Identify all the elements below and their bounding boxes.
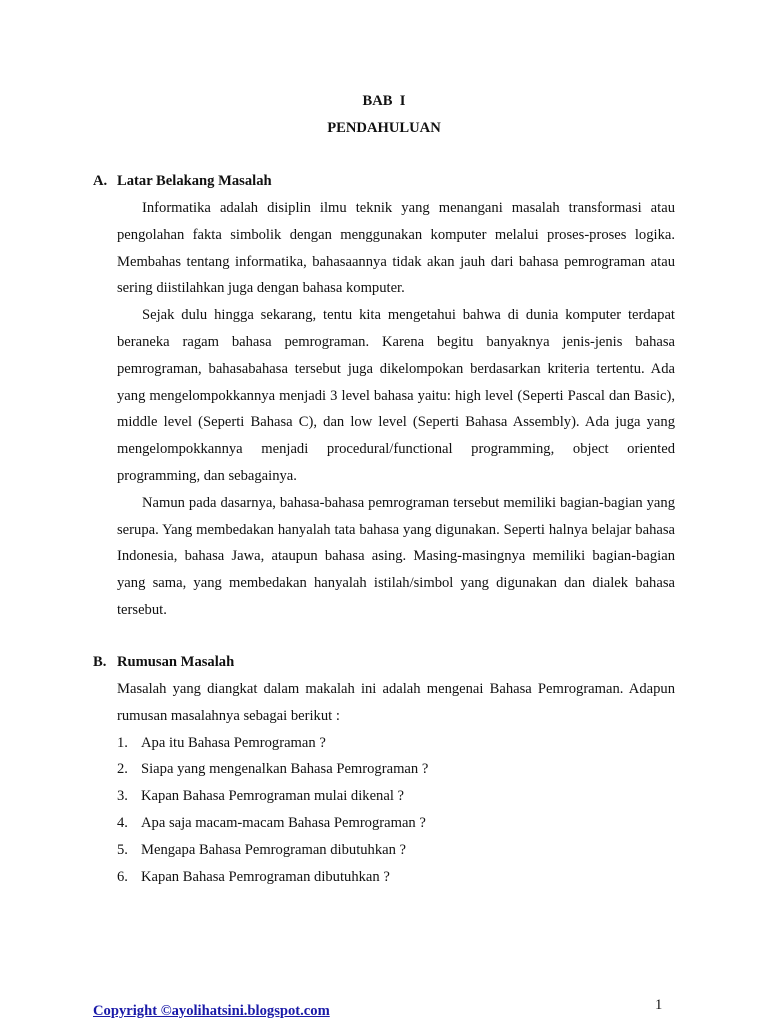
section-b-letter: B. (93, 654, 107, 670)
list-item-number: 6. (117, 868, 128, 885)
list-item-text: Kapan Bahasa Pemrograman dibutuhkan ? (141, 868, 390, 885)
list-item (117, 810, 675, 837)
list-item-text: Kapan Bahasa Pemrograman mulai dikenal ? (141, 788, 405, 805)
section-b-body (117, 676, 675, 890)
list-item-number: 4. (117, 814, 128, 831)
list-item (117, 864, 675, 891)
chapter-number: BAB I (362, 93, 406, 109)
section-a-heading (93, 173, 272, 190)
section-b-heading (93, 654, 234, 671)
question-list (117, 730, 675, 891)
list-item-text: Mengapa Bahasa Pemrograman dibutuhkan ? (141, 841, 407, 858)
list-item (117, 837, 675, 864)
section-b-intro: Masalah yang diangkat dalam makalah ini adalah mengenai Bahasa Pemrograman. Adapun rumusan masalahnya sebagai berikut : (117, 681, 675, 724)
paragraph-3: Namun pada dasarnya, bahasa-bahasa pemrograman tersebut memiliki bagian-bagian yang serupa. Yang membedakan hanyalah tata bahasa yang digunakan. Seperti halnya belajar bahasa Indonesia, bahasa Jawa, ataupun bahasa asing. Masing-masingnya memiliki bagian-bagian yang sama, yang membedakan hanyalah istilah/simbol yang digunakan dan dialek bahasa tersebut. (117, 494, 675, 618)
copyright-link[interactable]: Copyright ©ayolihatsini.blogspot.com (93, 1003, 330, 1019)
list-item-text: Apa itu Bahasa Pemrograman ? (141, 734, 326, 751)
page-number: 1 (655, 997, 663, 1013)
list-item (117, 756, 675, 783)
list-item-number: 3. (117, 788, 128, 805)
list-item-text: Siapa yang mengenalkan Bahasa Pemrograman ? (141, 761, 429, 778)
list-item-text: Apa saja macam-macam Bahasa Pemrograman ? (141, 814, 426, 831)
paragraph-1: Informatika adalah disiplin ilmu teknik yang menangani masalah transformasi atau pengolahan fakta simbolik dengan menggunakan komputer melalui proses-proses logika. Membahas tentang informatika, bahasaannya tidak akan jauh dari bahasa pemrograman atau sering diistilahkan juga dengan bahasa komputer. (117, 200, 675, 297)
list-item-number: 5. (117, 841, 128, 858)
list-item-number: 2. (117, 761, 128, 778)
section-a-letter: A. (93, 173, 108, 189)
list-item-number: 1. (117, 734, 128, 751)
section-a-title: Latar Belakang Masalah (117, 173, 272, 189)
list-item (117, 783, 675, 810)
section-b-title: Rumusan Masalah (117, 654, 235, 670)
paragraph-2: Sejak dulu hingga sekarang, tentu kita mengetahui bahwa di dunia komputer terdapat beraneka ragam bahasa pemrograman. Karena begitu banyaknya jenis-jenis bahasa pemrograman, bahasabahasa tersebut juga dikelompokan berdasarkan kriteria tertentu. Ada yang mengelompokkannya menjadi 3 level bahasa yaitu: high level (Seperti Pascal dan Basic), middle level (Seperti Bahasa C), dan low level (Seperti Bahasa Assembly). Ada juga yang mengelompokkannya menjadi procedural/functional programming, object oriented programming, dan sebagainya. (117, 307, 675, 484)
chapter-title: PENDAHULUAN (327, 120, 441, 136)
section-a-body (117, 195, 675, 624)
list-item (117, 730, 675, 757)
